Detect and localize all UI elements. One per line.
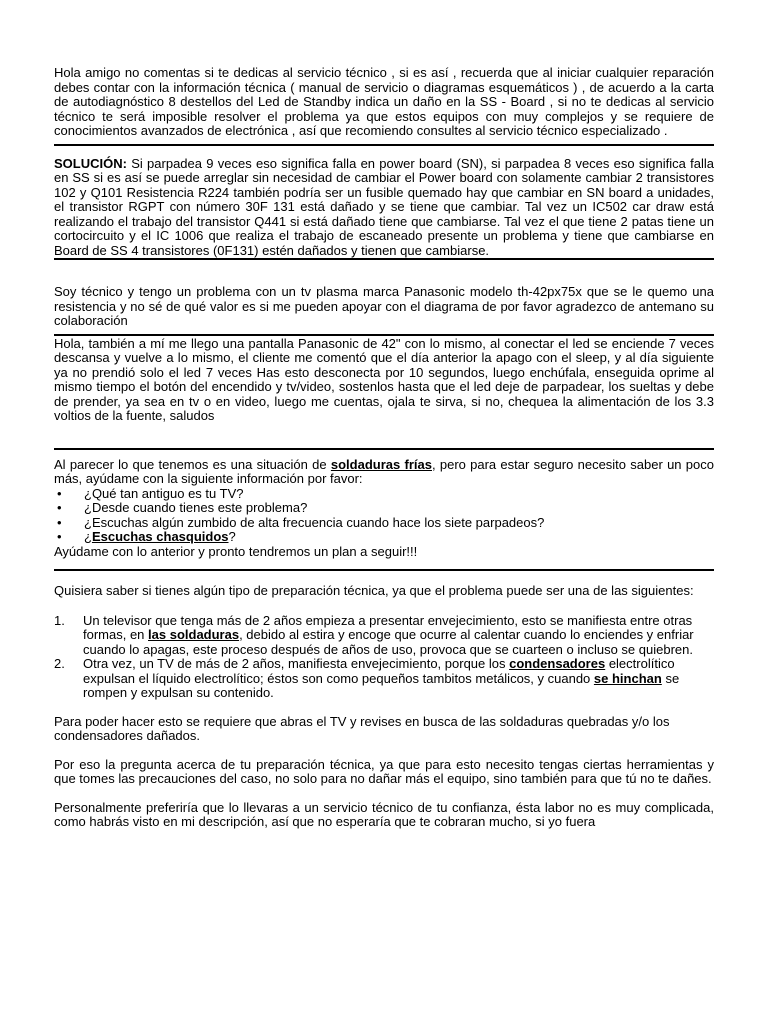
item-number: 1. [54,612,65,628]
list-item: • ¿Escuchas algún zumbido de alta frecuencia cuando hace los siete parpadeos? [57,514,545,530]
instructions-paragraph: Para poder hacer esto se requiere que abras el TV y revises en busca de las soldaduras quebradas y/o los condensadores dañados. [54,713,670,743]
reply-paragraph: Hola, también a mí me llego una pantalla Panasonic de 42" con lo mismo, al conectar el led se enciende 7 veces descansa y vuelve a lo mismo, el cliente me comentó que el día anterior la apago con el sleep, y al día siguiente ya no prendió solo el led 7 veces Has esto desconecta por 10 segundos, luego enchúfala, enseguida oprime al mismo tiempo el botón del encendido y tv/video, sostenlos hasta que el led deje de parpadear, los sueltas y debe de prender, ya sea en tv o en video, luego me cuentas, ojala te sirva, si no, chequea la alimentación de los 3.3 voltios de la fuente, saludos [54,335,714,423]
solution-label: SOLUCIÓN: [54,155,127,171]
cold-solder-intro: Al parecer lo que tenemos es una situación de soldaduras frías, pero para estar seguro necesito saber un poco más, ayúdame con la siguiente información por favor: [54,456,714,486]
intro-paragraph: Hola amigo no comentas si te dedicas al servicio técnico , si es así , recuerda que al iniciar cualquier reparación debes contar con la información técnica ( manual de servicio o diagramas esquemáticos ) , de acuerdo a la carta de autodiagnóstico 8 destellos del Led de Standby indica un daño en la SS - Board , si no te dedicas al servicio técnico te será imposible resolver el problema ya que estos equipos con muy complejos y se requiere de conocimientos avanzados de electrónica , así que recomiendo consultes al servicio técnico especializado . [54,65,714,138]
emphasis-condensadores: condensadores [509,656,606,671]
bullet-icon: • [57,485,62,501]
question-paragraph: Soy técnico y tengo un problema con un tv plasma marca Panasonic modelo th-42px75x que se le quemo una resistencia y no sé de qué valor es si me pueden apoyar con el diagrama de por favor agradezco de antemano su colaboración [54,284,714,328]
emphasis-soldaduras-frias: soldaduras frías [330,456,432,472]
cause-list [54,614,714,701]
solution-text: Si parpadea 9 veces eso significa falla en power board (SN), si parpadea 8 veces eso significa falla en SS si es así se puede arreglar sin necesidad de cambiar el Power board con solamente cambiar 2 transistores 102 y Q101 Resistencia R224 también podría ser un fusible quemado hay que cambiar en SN board a unidades, el transistor RGPT con número 30F 131 está dañado y se tiene que cambiar. Tal vez un IC502 car draw está realizando el trabajo del transistor Q441 si está dañado tiene que cambiarse. Tal vez el que tiene 2 patas tiene un cortocircuito y el IC 1006 que realiza el trabajo de escaneado presente un problema y tiene que cambiarse en Board de SS 4 transistores (0F131) estén dañados y tienen que cambiarse. [54,155,714,258]
recommendation-paragraph: Personalmente preferiría que lo llevaras a un servicio técnico de tu confianza, ésta labor no es muy complicada, como habrás visto en mi descripción, así que no esperaría que te cobraran mucho, si yo fuera [54,799,714,829]
list-item: • ¿Desde cuando tienes este problema? [57,500,308,515]
bullet-icon: • [57,500,62,515]
closing-line: Ayúdame con lo anterior y pronto tendremos un plan a seguir!!! [54,543,418,559]
solution-paragraph [54,157,714,259]
preparation-paragraph: Por eso la pregunta acerca de tu preparación técnica, ya que para esto necesito tengas ciertas herramientas y que tomes las precauciones del caso, no solo para no dañar más el equipo, sino también para que tú no te dañes. [54,756,714,786]
list-item: 1. Un televisor que tenga más de 2 años empieza a presentar envejecimiento, esto se manifiesta entre otras formas, en las soldaduras, debido al estira y encoge que ocurre al calentar cuando lo enciendes y enfriar cuando lo apagas, este proceso después de años de uso, provoca que se cuarteen o incluso se quiebren. [54,612,694,657]
preparation-question: Quisiera saber si tienes algún tipo de preparación técnica, ya que el problema puede ser una de las siguientes: [54,583,694,598]
bullet-icon: • [57,514,62,530]
document-content [54,66,714,830]
emphasis-escuchas-chasquidos: Escuchas chasquidos [91,529,229,544]
list-item: • ¿Escuchas chasquidos? [57,529,236,544]
item-number: 2. [54,656,65,671]
emphasis-las-soldaduras: las soldaduras [148,627,240,642]
list-item: 2. Otra vez, un TV de más de 2 años, manifiesta envejecimiento, porque los condensadores electrolítico expulsan el líquido electrolítico; éstos son como pequeños tambitos metálicos, y cuando se hinchan se rompen y expulsan su contenido. [54,656,680,700]
emphasis-se-hinchan: se hinchan [593,670,662,686]
question-list [54,487,714,545]
list-item: • ¿Qué tan antiguo es tu TV? [57,485,244,501]
bullet-icon: • [57,529,62,544]
